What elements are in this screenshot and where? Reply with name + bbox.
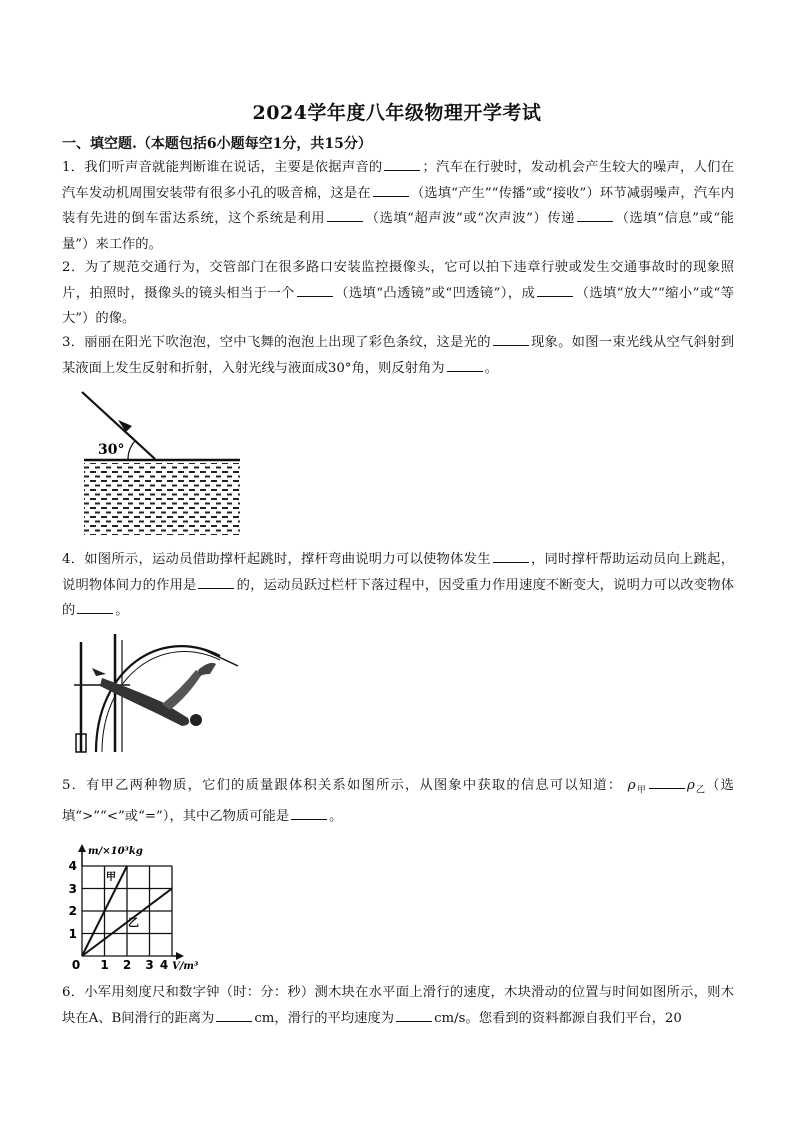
y-axis-label: m/×10³kg — [88, 846, 143, 857]
y-tick: 2 — [68, 904, 77, 918]
question-6: 6．小军用刻度尺和数字钟（时：分：秒）测木块在水平面上滑行的速度，木块滑动的位置与时间如图所示，则木块在A、B间滑行的距离为 cm，滑行的平均速度为 cm/s。您看到的资料都源自我们平台，20 — [62, 985, 734, 1026]
answer-blank[interactable] — [77, 598, 113, 614]
x-axis-arrow-icon — [176, 952, 184, 960]
y-axis-arrow-icon — [78, 844, 86, 852]
answer-blank[interactable] — [447, 356, 483, 372]
answer-blank[interactable] — [297, 281, 333, 297]
mass-volume-graph — [62, 840, 212, 970]
y-tick: 1 — [68, 927, 77, 941]
x-axis-label: V/m³ — [172, 961, 199, 970]
light-reflection-figure — [78, 388, 248, 538]
x-tick: 2 — [122, 958, 132, 970]
question-5: 5．有甲乙两种物质，它们的质量跟体积关系如图所示，从图象中获取的信息可以知道： $\rho_甲$ $\rho_乙$（选填“>”“<”或“=”），其中乙物质可能是 。 — [62, 773, 734, 830]
x-tick: 4 — [159, 958, 169, 970]
answer-blank[interactable] — [493, 547, 529, 563]
question-4: 4．如图所示，运动员借助撑杆起跳时，撑杆弯曲说明力可以使物体发生 ，同时撑杆帮助运动员向上跳起，说明物体间力的作用是 的，运动员跃过栏杆下落过程中，因受重力作用速度不断变大，说明力可以改变物体的 。 — [62, 547, 734, 624]
athlete-head — [190, 714, 202, 726]
page-title: 2024学年度八年级物理开学考试 — [252, 102, 542, 124]
angle-label: 30° — [98, 442, 125, 458]
section-heading: 一、填空题.（本题包括6小题每空1分，共15分） — [62, 136, 372, 152]
answer-blank[interactable] — [649, 773, 685, 789]
label-jia: 甲 — [106, 872, 116, 883]
x-tick: 0 — [71, 958, 81, 970]
answer-blank[interactable] — [384, 155, 420, 171]
y-tick: 3 — [68, 882, 77, 896]
answer-blank[interactable] — [493, 330, 529, 346]
answer-blank[interactable] — [198, 573, 234, 589]
label-yi: 乙 — [128, 916, 139, 929]
question-1: 1．我们听声音就能判断谁在说话，主要是依据声音的 ；汽车在行驶时，发动机会产生较大的噪声，人们在汽车发动机周围安装带有很多小孔的吸音棉，这是在 （选填“产生”“传播”或“接收”）环节减弱噪声，汽车内装有先进的倒车雷达系统，这个系统是利用 （选填“超声波”或“次声波”）传递 （选填“信息”或“能量”）来工作的。 — [62, 155, 734, 257]
answer-blank[interactable] — [373, 181, 409, 197]
answer-blank[interactable] — [396, 1006, 432, 1022]
liquid-body — [84, 463, 240, 535]
pole-vault-figure — [70, 630, 250, 758]
y-tick: 4 — [68, 859, 77, 873]
question-3: 3．丽丽在阳光下吹泡泡，空中飞舞的泡泡上出现了彩色条纹，这是光的 现象。如图一束光线从空气斜射到某液面上发生反射和折射，入射光线与液面成30°角，则反射角为 。 — [62, 330, 734, 381]
rho-symbol: ρ — [627, 778, 636, 793]
answer-blank[interactable] — [577, 206, 613, 222]
answer-blank[interactable] — [327, 206, 363, 222]
x-tick: 1 — [100, 958, 109, 970]
angle-arc — [128, 441, 135, 460]
rho-symbol: ρ — [686, 778, 695, 793]
answer-blank[interactable] — [291, 804, 327, 820]
answer-blank[interactable] — [537, 281, 573, 297]
x-tick: 3 — [145, 958, 154, 970]
question-2: 2．为了规范交通行为，交管部门在很多路口安装监控摄像头，它可以拍下违章行驶或发生交通事故时的现象照片，拍照时，摄像头的镜头相当于一个 （选填“凸透镜”或“凹透镜”），成 （选填“放大”“缩小”或“等大”）的像。 — [62, 260, 734, 326]
answer-blank[interactable] — [216, 1006, 252, 1022]
